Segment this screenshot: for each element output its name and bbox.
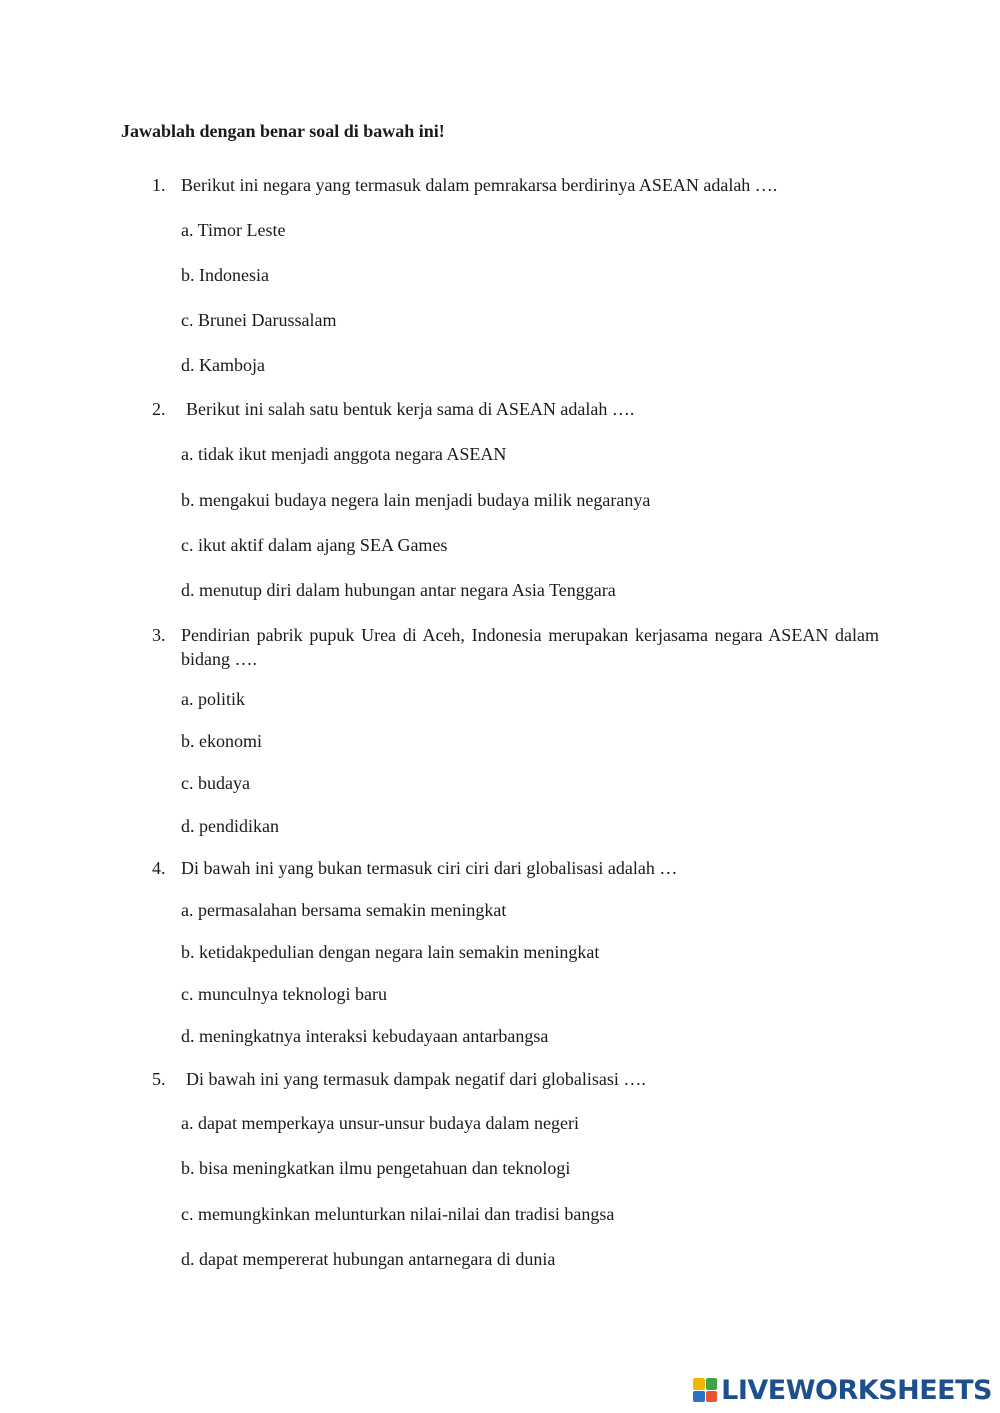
option-3b[interactable]: b. ekonomi [181,731,262,751]
question-number: 4. [152,858,166,878]
option-1b[interactable]: b. Indonesia [181,265,269,285]
liveworksheets-brand-text: LIVEWORKSHEETS [721,1374,992,1406]
option-3a[interactable]: a. politik [181,689,245,709]
question-text: Di bawah ini yang termasuk dampak negatif dari globalisasi …. [186,1069,646,1089]
option-4d[interactable]: d. meningkatnya interaksi kebudayaan antarbangsa [181,1026,549,1046]
option-2d[interactable]: d. menutup diri dalam hubungan antar negara Asia Tenggara [181,580,616,600]
question-1 [152,173,879,197]
instruction-heading: Jawablah dengan benar soal di bawah ini! [121,121,445,141]
option-2a[interactable]: a. tidak ikut menjadi anggota negara ASEAN [181,444,507,464]
liveworksheets-logo-icon [693,1378,717,1402]
option-3c[interactable]: c. budaya [181,773,250,793]
option-4a[interactable]: a. permasalahan bersama semakin meningkat [181,900,507,920]
question-number: 5. [152,1069,166,1089]
question-2 [152,397,879,421]
option-2c[interactable]: c. ikut aktif dalam ajang SEA Games [181,535,448,555]
option-3d[interactable]: d. pendidikan [181,816,279,836]
option-5b[interactable]: b. bisa meningkatkan ilmu pengetahuan dan teknologi [181,1158,571,1178]
option-4b[interactable]: b. ketidakpedulian dengan negara lain semakin meningkat [181,942,600,962]
option-1c[interactable]: c. Brunei Darussalam [181,310,337,330]
question-text: Pendirian pabrik pupuk Urea di Aceh, Indonesia merupakan kerjasama negara ASEAN dalam bidang …. [181,625,879,669]
option-5a[interactable]: a. dapat memperkaya unsur-unsur budaya dalam negeri [181,1113,579,1133]
question-text: Berikut ini negara yang termasuk dalam pemrakarsa berdirinya ASEAN adalah …. [181,175,778,195]
question-3 [152,623,879,671]
option-2b[interactable]: b. mengakui budaya negera lain menjadi budaya milik negaranya [181,490,651,510]
question-number: 3. [152,625,166,645]
question-text: Berikut ini salah satu bentuk kerja sama di ASEAN adalah …. [186,399,635,419]
option-1a[interactable]: a. Timor Leste [181,220,286,240]
question-text: Di bawah ini yang bukan termasuk ciri ciri dari globalisasi adalah … [181,858,678,878]
question-4 [152,856,879,880]
option-4c[interactable]: c. munculnya teknologi baru [181,984,387,1004]
liveworksheets-watermark [693,1375,992,1405]
question-5 [152,1067,879,1091]
option-5c[interactable]: c. memungkinkan melunturkan nilai-nilai dan tradisi bangsa [181,1204,615,1224]
option-5d[interactable]: d. dapat mempererat hubungan antarnegara di dunia [181,1249,556,1269]
option-1d[interactable]: d. Kamboja [181,355,265,375]
question-number: 1. [152,175,166,195]
question-number: 2. [152,399,166,419]
